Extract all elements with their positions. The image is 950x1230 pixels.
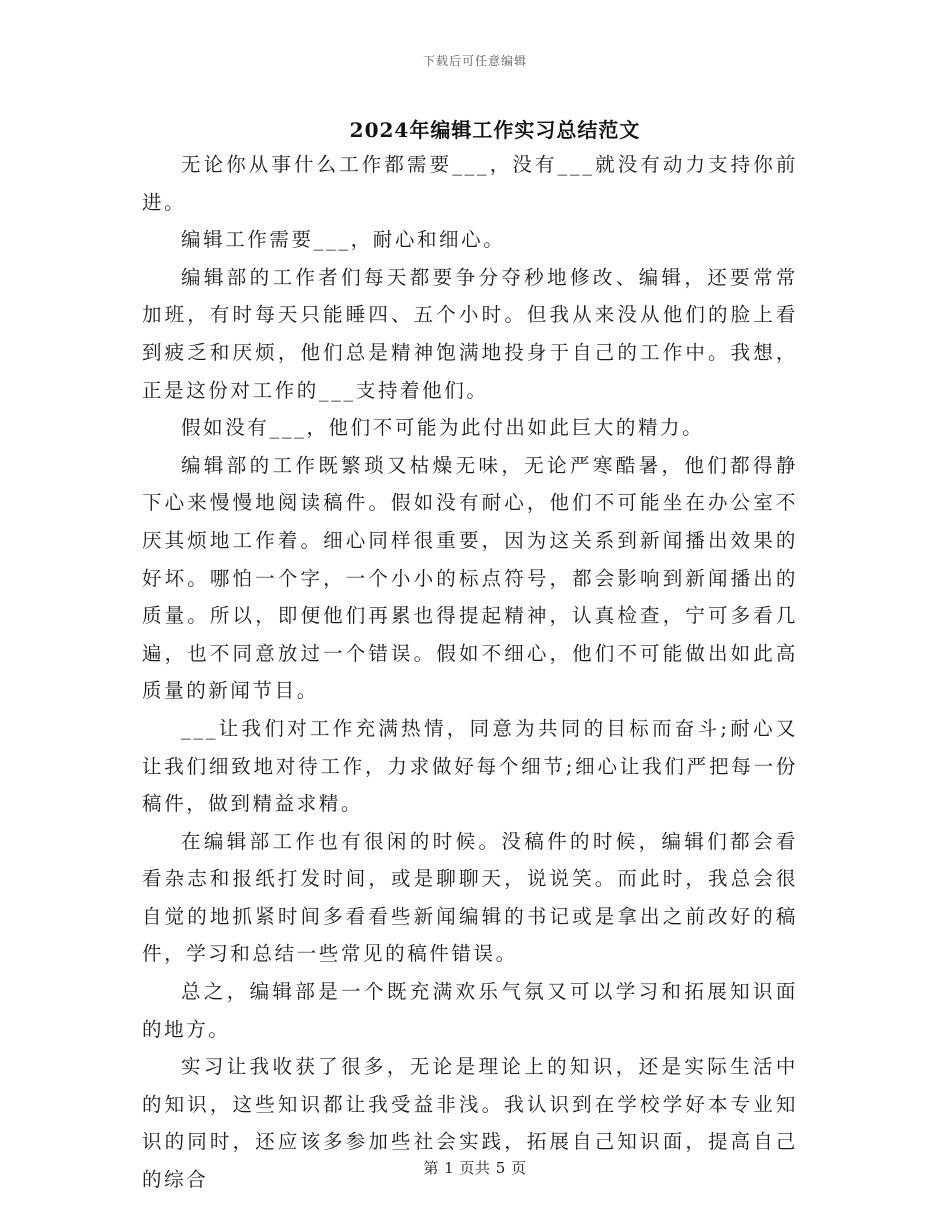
- paragraph: 假如没有___，他们不可能为此付出如此巨大的精力。: [181, 416, 705, 440]
- paragraph: 实习让我收获了很多，无论是理论上的知识，还是实际生活中的知识，这些知识都让我受益非浅。我认识到在学校学好本专业知识的同时，还应该多参加些社会实践，拓展自己知识面，提高自己的综合: [142, 1055, 798, 1192]
- document-body: [142, 146, 798, 1199]
- page-number-footer: 第 1 页共 5 页: [423, 1159, 527, 1177]
- page-header-note: 下载后可任意编辑: [422, 54, 527, 68]
- paragraph: 编辑部的工作者们每天都要争分夺秒地修改、编辑，还要常常加班，有时每天只能睡四、五个小时。但我从来没从他们的脸上看到疲乏和厌烦，他们总是精神饱满地投身于自己的工作中。我想，正是这份对工作的___支持着他们。: [142, 265, 798, 402]
- paragraph: 编辑部的工作既繁琐又枯燥无味，无论严寒酷暑，他们都得静下心来慢慢地阅读稿件。假如没有耐心，他们不可能坐在办公室不厌其烦地工作着。细心同样很重要，因为这关系到新闻播出效果的好坏。哪怕一个字，一个小小的标点符号，都会影响到新闻播出的质量。所以，即便他们再累也得提起精神，认真检查，宁可多看几遍，也不同意放过一个错误。假如不细心，他们不可能做出如此高质量的新闻节目。: [142, 453, 798, 703]
- paragraph: 编辑工作需要___，耐心和细心。: [181, 228, 506, 252]
- paragraph: 无论你从事什么工作都需要___，没有___就没有动力支持你前进。: [142, 153, 798, 214]
- paragraph: 总之，编辑部是一个既充满欢乐气氛又可以学习和拓展知识面的地方。: [142, 980, 798, 1041]
- paragraph: 在编辑部工作也有很闲的时候。没稿件的时候，编辑们都会看看杂志和报纸打发时间，或是聊聊天，说说笑。而此时，我总会很自觉的地抓紧时间多看看些新闻编辑的书记或是拿出之前改好的稿件，学习和总结一些常见的稿件错误。: [142, 829, 798, 966]
- document-title: 2024年编辑工作实习总结范文: [349, 118, 641, 142]
- paragraph: ___让我们对工作充满热情，同意为共同的目标而奋斗;耐心又让我们细致地对待工作，力求做好每个细节;细心让我们严把每一份稿件，做到精益求精。: [142, 716, 798, 816]
